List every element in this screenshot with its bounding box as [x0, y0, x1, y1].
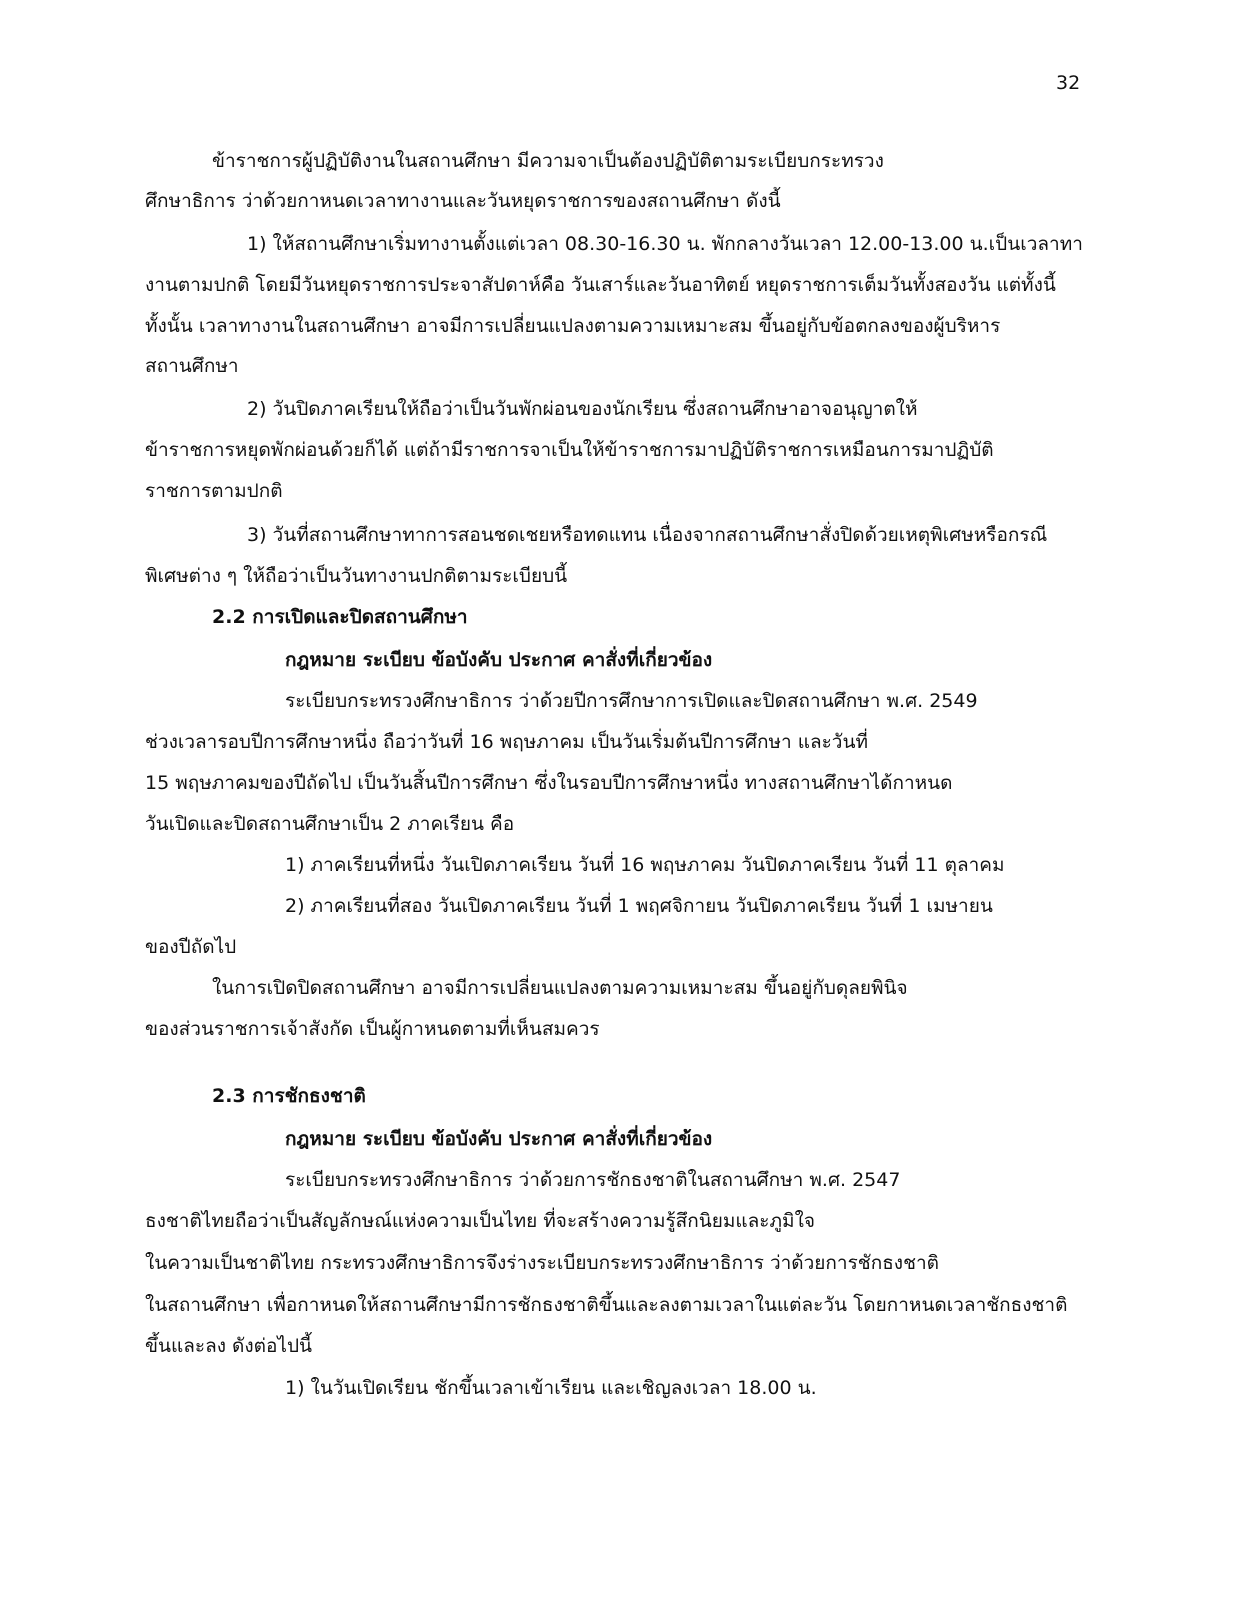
text-line: ข้าราชการผู้ปฏิบัติงานในสถานศึกษา มีความจาเป็นต้องปฏิบัติตามระเบียบกระทรวง: [212, 150, 884, 172]
text-line: สถานศึกษา: [145, 355, 239, 377]
text-line: ช่วงเวลารอบปีการศึกษาหนึ่ง ถือว่าวันที่ 16 พฤษภาคม เป็นวันเริ่มต้นปีการศึกษา และวันที่: [145, 731, 868, 753]
text-line: ของปีถัดไป: [145, 936, 237, 958]
text-line: 1) ภาคเรียนที่หนึ่ง วันเปิดภาคเรียน วันที่ 16 พฤษภาคม วันปิดภาคเรียน วันที่ 11 ตุลาคม: [285, 854, 1005, 876]
text-line: งานตามปกติ โดยมีวันหยุดราชการประจาสัปดาห์คือ วันเสาร์และวันอาทิตย์ หยุดราชการเต็มวันทั้งสองวัน แต่ทั้งนี้: [145, 274, 1056, 296]
text-line: 2) ภาคเรียนที่สอง วันเปิดภาคเรียน วันที่ 1 พฤศจิกายน วันปิดภาคเรียน วันที่ 1 เมษายน: [285, 895, 993, 917]
text-line: ของส่วนราชการเจ้าสังกัด เป็นผู้กาหนดตามที่เห็นสมควร: [145, 1018, 600, 1040]
text-line: ระเบียบกระทรวงศึกษาธิการ ว่าด้วยปีการศึกษาการเปิดและปิดสถานศึกษา พ.ศ. 2549: [285, 690, 978, 712]
text-line: ราชการตามปกติ: [145, 480, 283, 502]
text-line: พิเศษต่าง ๆ ให้ถือว่าเป็นวันทางานปกติตามระเบียบนี้: [145, 565, 568, 587]
text-line: ขึ้นและลง ดังต่อไปนี้: [145, 1335, 313, 1357]
section-heading: 2.3 การชักธงชาติ: [212, 1085, 366, 1107]
text-line: ในสถานศึกษา เพื่อกาหนดให้สถานศึกษามีการชักธงชาติขึ้นและลงตามเวลาในแต่ละวัน โดยกาหนดเวลาชักธงชาติ: [145, 1294, 1068, 1316]
subsection-heading: กฎหมาย ระเบียบ ข้อบังคับ ประกาศ คาสั่งที่เกี่ยวข้อง: [285, 1128, 713, 1150]
text-line: ทั้งนั้น เวลาทางานในสถานศึกษา อาจมีการเปลี่ยนแปลงตามความเหมาะสม ขึ้นอยู่กับข้อตกลงของผู้บริหาร: [145, 315, 1001, 337]
text-line: 15 พฤษภาคมของปีถัดไป เป็นวันสิ้นปีการศึกษา ซึ่งในรอบปีการศึกษาหนึ่ง ทางสถานศึกษาได้กาหนด: [145, 772, 953, 794]
text-line: 1) ให้สถานศึกษาเริ่มทางานตั้งแต่เวลา 08.30-16.30 น. พักกลางวันเวลา 12.00-13.00 น.เป็นเวลาทา: [247, 233, 1083, 255]
subsection-heading: กฎหมาย ระเบียบ ข้อบังคับ ประกาศ คาสั่งที่เกี่ยวข้อง: [285, 649, 713, 671]
text-line: 2) วันปิดภาคเรียนให้ถือว่าเป็นวันพักผ่อนของนักเรียน ซึ่งสถานศึกษาอาจอนุญาตให้: [247, 398, 918, 420]
text-line: ข้าราชการหยุดพักผ่อนด้วยก็ได้ แต่ถ้ามีราชการจาเป็นให้ข้าราชการมาปฏิบัติราชการเหมือนการมาปฏิบัติ: [145, 439, 994, 461]
page-number: 32: [1056, 72, 1081, 94]
text-line: ธงชาติไทยถือว่าเป็นสัญลักษณ์แห่งความเป็นไทย ที่จะสร้างความรู้สึกนิยมและภูมิใจ: [145, 1210, 815, 1232]
text-line: 3) วันที่สถานศึกษาทาการสอนชดเชยหรือทดแทน เนื่องจากสถานศึกษาสั่งปิดด้วยเหตุพิเศษหรือกรณี: [247, 524, 1048, 546]
section-heading: 2.2 การเปิดและปิดสถานศึกษา: [212, 606, 468, 628]
text-line: ในความเป็นชาติไทย กระทรวงศึกษาธิการจึงร่างระเบียบกระทรวงศึกษาธิการ ว่าด้วยการชักธงชาติ: [145, 1252, 939, 1274]
text-line: วันเปิดและปิดสถานศึกษาเป็น 2 ภาคเรียน คือ: [145, 813, 515, 835]
text-line: ศึกษาธิการ ว่าด้วยกาหนดเวลาทางานและวันหยุดราชการของสถานศึกษา ดังนี้: [145, 190, 781, 212]
text-line: ระเบียบกระทรวงศึกษาธิการ ว่าด้วยการชักธงชาติในสถานศึกษา พ.ศ. 2547: [285, 1169, 901, 1191]
text-line: ในการเปิดปิดสถานศึกษา อาจมีการเปลี่ยนแปลงตามความเหมาะสม ขึ้นอยู่กับดุลยพินิจ: [212, 977, 908, 999]
text-line: 1) ในวันเปิดเรียน ชักขึ้นเวลาเข้าเรียน และเชิญลงเวลา 18.00 น.: [285, 1377, 817, 1399]
